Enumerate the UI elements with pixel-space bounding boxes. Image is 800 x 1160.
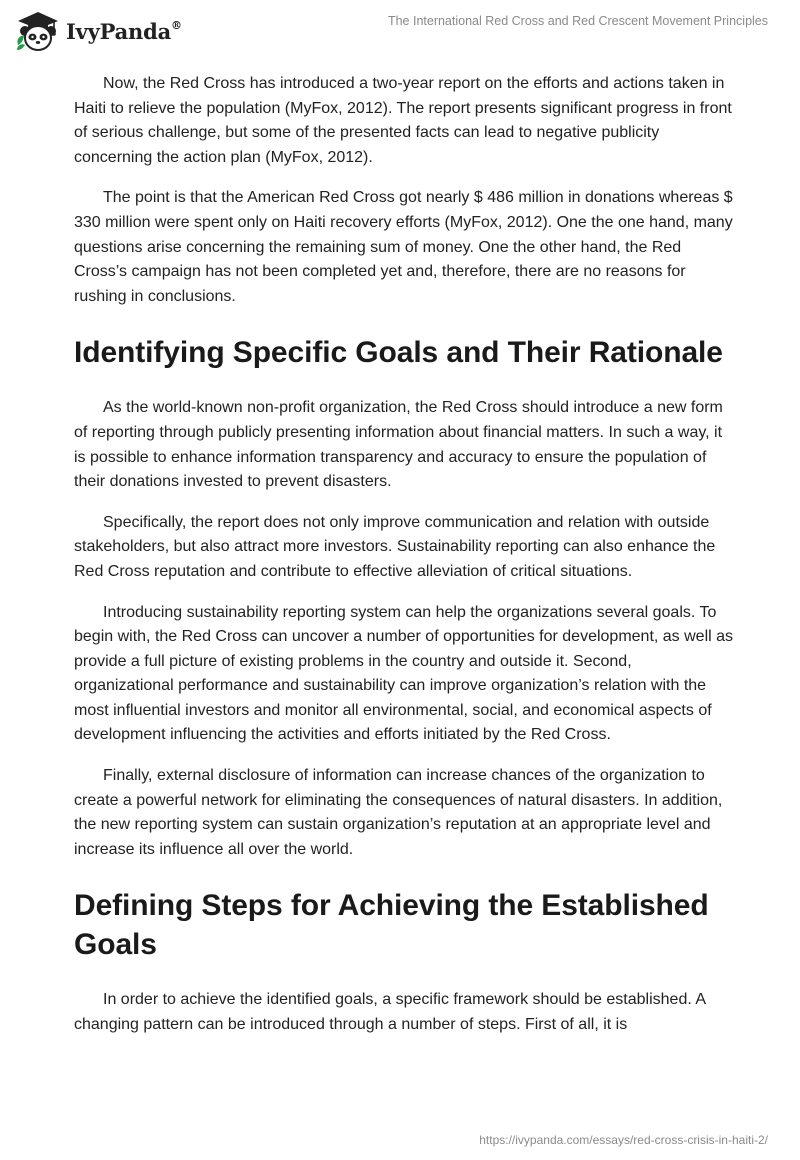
brand-logo[interactable]	[14, 9, 182, 53]
essay-content	[74, 72, 734, 1054]
source-url[interactable]: https://ivypanda.com/essays/red-cross-crisis-in-haiti-2/	[479, 1133, 768, 1147]
section-heading-steps: Defining Steps for Achieving the Established Goals	[74, 889, 709, 962]
page-header	[0, 0, 800, 60]
paragraph: Finally, external disclosure of information can increase chances of the organization to create a powerful network for eliminating the consequences of natural disasters. In addition, the new reporting system can sustain organization’s reputation at an appropriate level and increase its influence all over the world.	[74, 767, 723, 858]
paragraph: Introducing sustainability reporting system can help the organizations several goals. To begin with, the Red Cross can uncover a number of opportunities for development, as well as provide a full picture of existing problems in the country and outside it. Second, organizational performance and sustainability can improve organization’s relation with the most influential investors and monitor all environmental, social, and economical aspects of development influencing the activities and efforts initiated by the Red Cross.	[74, 603, 734, 744]
paragraph: As the world-known non-profit organization, the Red Cross should introduce a new form of reporting through publicly presenting information about financial matters. In such a way, it is possible to enhance information transparency and accuracy to ensure the population of their donations invested to prevent disasters.	[74, 399, 723, 491]
document-title: The International Red Cross and Red Crescent Movement Principles	[387, 14, 768, 28]
paragraph: In order to achieve the identified goals, a specific framework should be established. A changing pattern can be introduced through a number of steps. First of all, it is	[74, 991, 706, 1034]
section-heading-goals: Identifying Specific Goals and Their Rationale	[74, 336, 723, 370]
panda-graduation-cap-icon	[14, 9, 60, 53]
brand-name: IvyPanda®	[66, 18, 182, 44]
paragraph: Specifically, the report does not only improve communication and relation with outside stakeholders, but also attract more investors. Sustainability reporting can also enhance the Red Cross reputation and contribute to effective alleviation of critical situations.	[74, 513, 716, 580]
paragraph: The point is that the American Red Cross got nearly $ 486 million in donations whereas $ 330 million were spent only on Haiti recovery efforts (MyFox, 2012). One the one hand, many questions arise concerning the remaining sum of money. One the other hand, the Red Cross’s campaign has not been completed yet and, therefore, there are no reasons for rushing in conclusions.	[74, 189, 733, 305]
paragraph: Now, the Red Cross has introduced a two-year report on the efforts and actions taken in Haiti to relieve the population (MyFox, 2012). The report presents significant progress in front of serious challenge, but some of the presented facts can lead to negative publicity concerning the action plan (MyFox, 2012).	[74, 75, 732, 166]
